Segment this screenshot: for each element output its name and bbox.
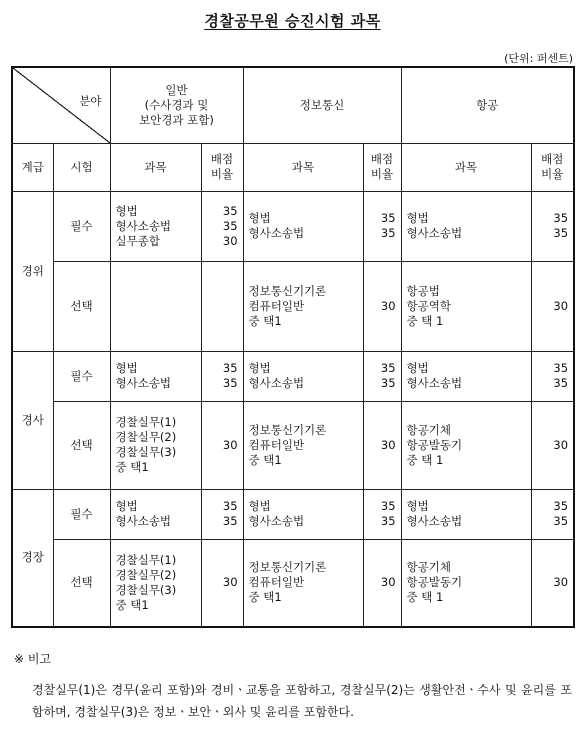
- rank-cell: 경사: [12, 351, 53, 489]
- header-telecom-ratio: 배점 비율: [363, 143, 401, 191]
- subject-cell: 형법 형사소송법: [110, 489, 201, 539]
- rank-cell: 경위: [12, 191, 53, 351]
- subject-cell-empty: [110, 261, 201, 351]
- header-diagonal-cell: [12, 67, 110, 143]
- ratio-cell: 30: [201, 401, 243, 489]
- header-field: 분야: [79, 94, 102, 108]
- exam-type-cell: 선택: [53, 261, 110, 351]
- subject-cell: 항공기체 항공발동기 중 택 1: [401, 539, 531, 627]
- header-general-ratio: 배점 비율: [201, 143, 243, 191]
- table-header-row-2: [12, 143, 574, 191]
- ratio-cell: 35 35: [531, 351, 574, 401]
- ratio-cell: 35 35: [363, 489, 401, 539]
- subject-cell: 항공법 항공역학 중 택 1: [401, 261, 531, 351]
- ratio-cell: 30: [363, 401, 401, 489]
- header-aviation-ratio: 배점 비율: [531, 143, 574, 191]
- exam-subject-table: [11, 66, 575, 628]
- exam-type-cell: 필수: [53, 489, 110, 539]
- ratio-cell: 30: [531, 401, 574, 489]
- subject-cell: 항공기체 항공발동기 중 택 1: [401, 401, 531, 489]
- header-telecom-subject: 과목: [243, 143, 363, 191]
- ratio-cell: 30: [531, 539, 574, 627]
- subject-cell: 정보통신기기론 컴퓨터일반 중 택1: [243, 539, 363, 627]
- remarks-heading: ※ 비고: [14, 652, 52, 666]
- table-header-row-1: [12, 67, 574, 143]
- ratio-cell: 30: [363, 539, 401, 627]
- ratio-cell: 30: [363, 261, 401, 351]
- subject-cell: 정보통신기기론 컴퓨터일반 중 택1: [243, 261, 363, 351]
- header-telecom: 정보통신: [243, 67, 401, 143]
- ratio-cell: 35 35: [201, 489, 243, 539]
- header-rank: 계급: [12, 143, 53, 191]
- document-title: 경찰공무원 승진시험 과목: [204, 12, 381, 30]
- ratio-cell: 30: [201, 539, 243, 627]
- subject-cell: 형법 형사소송법: [243, 191, 363, 261]
- header-general: 일반 (수사경과 및 보안경과 포함): [110, 67, 243, 143]
- ratio-cell: 35 35: [363, 191, 401, 261]
- subject-cell: 형법 형사소송법: [110, 351, 201, 401]
- table-row: [12, 401, 574, 489]
- subject-cell: 형법 형사소송법: [401, 191, 531, 261]
- ratio-cell-empty: [201, 261, 243, 351]
- unit-label: (단위: 퍼센트): [504, 52, 573, 65]
- table-row: [12, 351, 574, 401]
- subject-cell: 형법 형사소송법: [401, 489, 531, 539]
- table-row: [12, 489, 574, 539]
- header-general-subject: 과목: [110, 143, 201, 191]
- subject-cell: 경찰실무(1) 경찰실무(2) 경찰실무(3) 중 택1: [110, 539, 201, 627]
- exam-type-cell: 필수: [53, 191, 110, 261]
- subject-cell: 형법 형사소송법: [243, 351, 363, 401]
- subject-cell: 형법 형사소송법: [243, 489, 363, 539]
- ratio-cell: 35 35: [363, 351, 401, 401]
- exam-type-cell: 선택: [53, 401, 110, 489]
- table-row: [12, 261, 574, 351]
- ratio-cell: 30: [531, 261, 574, 351]
- exam-type-cell: 필수: [53, 351, 110, 401]
- table-row: [12, 539, 574, 627]
- subject-cell: 형법 형사소송법: [401, 351, 531, 401]
- ratio-cell: 35 35: [531, 191, 574, 261]
- subject-cell: 정보통신기기론 컴퓨터일반 중 택1: [243, 401, 363, 489]
- ratio-cell: 35 35: [531, 489, 574, 539]
- remarks-text: 경찰실무(1)은 경무(윤리 포함)와 경비ㆍ교통을 포함하고, 경찰실무(2)는 생활안전ㆍ수사 및 윤리를 포함하며, 경찰실무(3)은 정보ㆍ보안ㆍ외사 및 윤리를 포함한다.: [32, 683, 572, 719]
- table-row: [12, 191, 574, 261]
- ratio-cell: 35 35: [201, 351, 243, 401]
- header-aviation: 항공: [401, 67, 574, 143]
- exam-type-cell: 선택: [53, 539, 110, 627]
- subject-cell: 형법 형사소송법 실무종합: [110, 191, 201, 261]
- subject-cell: 경찰실무(1) 경찰실무(2) 경찰실무(3) 중 택1: [110, 401, 201, 489]
- header-aviation-subject: 과목: [401, 143, 531, 191]
- rank-cell: 경장: [12, 489, 53, 627]
- ratio-cell: 35 35 30: [201, 191, 243, 261]
- header-exam: 시험: [53, 143, 110, 191]
